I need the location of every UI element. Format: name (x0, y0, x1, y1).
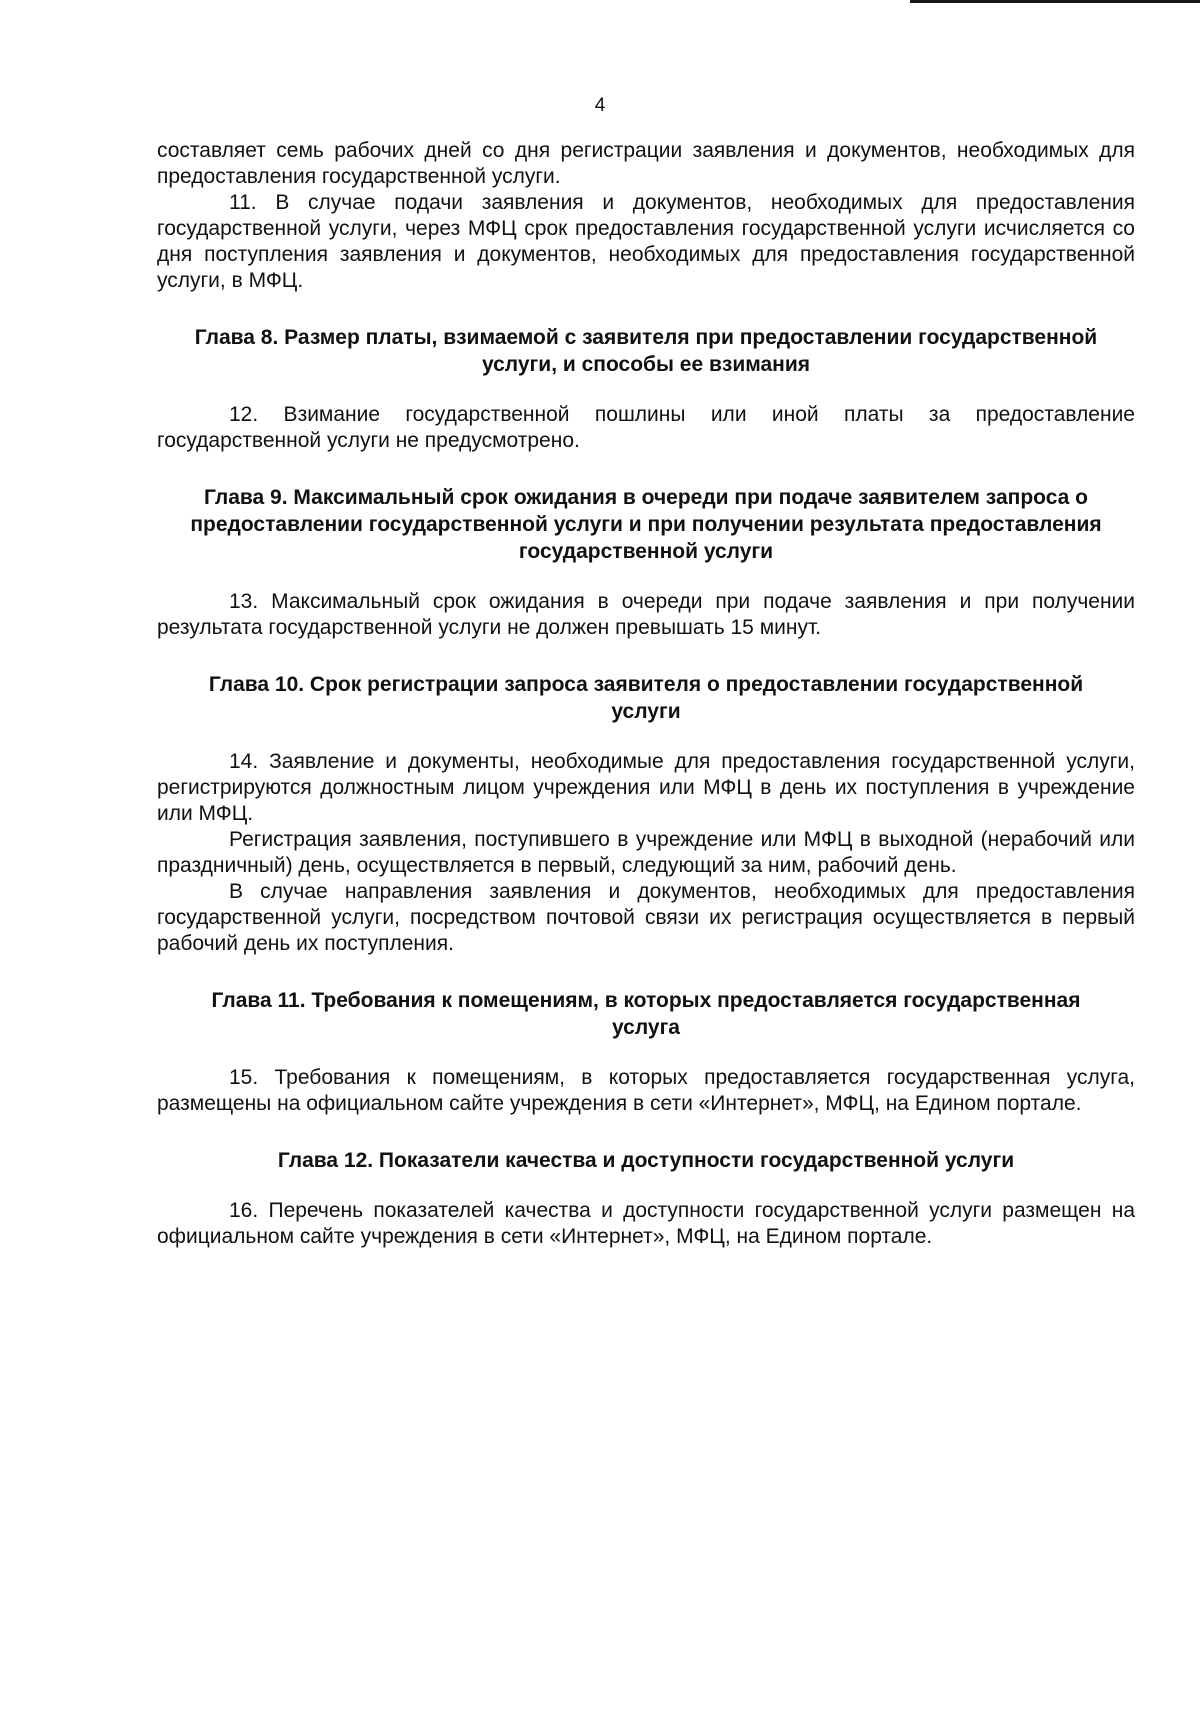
paragraph-13: 13. Максимальный срок ожидания в очереди при подаче заявления и при получении результата государственной услуги не должен превышать 15 минут. (157, 590, 1135, 639)
heading-chapter-11: Глава 11. Требования к помещениям, в которых предоставляется государственная услуга (211, 989, 1081, 1039)
paragraph-11: 11. В случае подачи заявления и документов, необходимых для предоставления государственной услуги, через МФЦ срок предоставления государственной услуги исчисляется со дня поступления заявления и документов, необходимых для предоставления государственной услуги, в МФЦ. (157, 191, 1135, 292)
heading-chapter-10: Глава 10. Срок регистрации запроса заявителя о предоставлении государственной услуги (208, 673, 1084, 723)
page-number: 4 (594, 95, 606, 116)
paragraph-continuation: составляет семь рабочих дней со дня регистрации заявления и документов, необходимых для предоставления государственной услуги. (157, 139, 1135, 188)
paragraph-12: 12. Взимание государственной пошлины или иной платы за предоставление государственной услуги не предусмотрено. (157, 403, 1135, 452)
scan-edge-line (910, 0, 1200, 3)
paragraph-registration: Регистрация заявления, поступившего в учреждение или МФЦ в выходной (нерабочий или праздничный) день, осуществляется в первый, следующий за ним, рабочий день. (157, 828, 1135, 877)
paragraph-15: 15. Требования к помещениям, в которых предоставляется государственная услуга, размещены на официальном сайте учреждения в сети «Интернет», МФЦ, на Едином портале. (157, 1066, 1135, 1115)
heading-chapter-9: Глава 9. Максимальный срок ожидания в очереди при подаче заявителем запроса о предоставлении государственной услуги и при получении результата предоставления государственной услуги (190, 486, 1102, 563)
paragraph-14: 14. Заявление и документы, необходимые для предоставления государственной услуги, регистрируются должностным лицом учреждения или МФЦ в день их поступления в учреждение или МФЦ. (157, 750, 1135, 825)
heading-chapter-8: Глава 8. Размер платы, взимаемой с заявителя при предоставлении государственной услуги, и способы ее взимания (194, 326, 1098, 376)
paragraph-16: 16. Перечень показателей качества и доступности государственной услуги размещен на официальном сайте учреждения в сети «Интернет», МФЦ, на Едином портале. (157, 1199, 1135, 1248)
document-body (157, 138, 1135, 1250)
heading-chapter-12: Глава 12. Показатели качества и доступности государственной услуги (277, 1149, 1015, 1172)
paragraph-postal: В случае направления заявления и документов, необходимых для предоставления государственной услуги, посредством почтовой связи их регистрация осуществляется в первый рабочий день их поступления. (157, 880, 1135, 955)
